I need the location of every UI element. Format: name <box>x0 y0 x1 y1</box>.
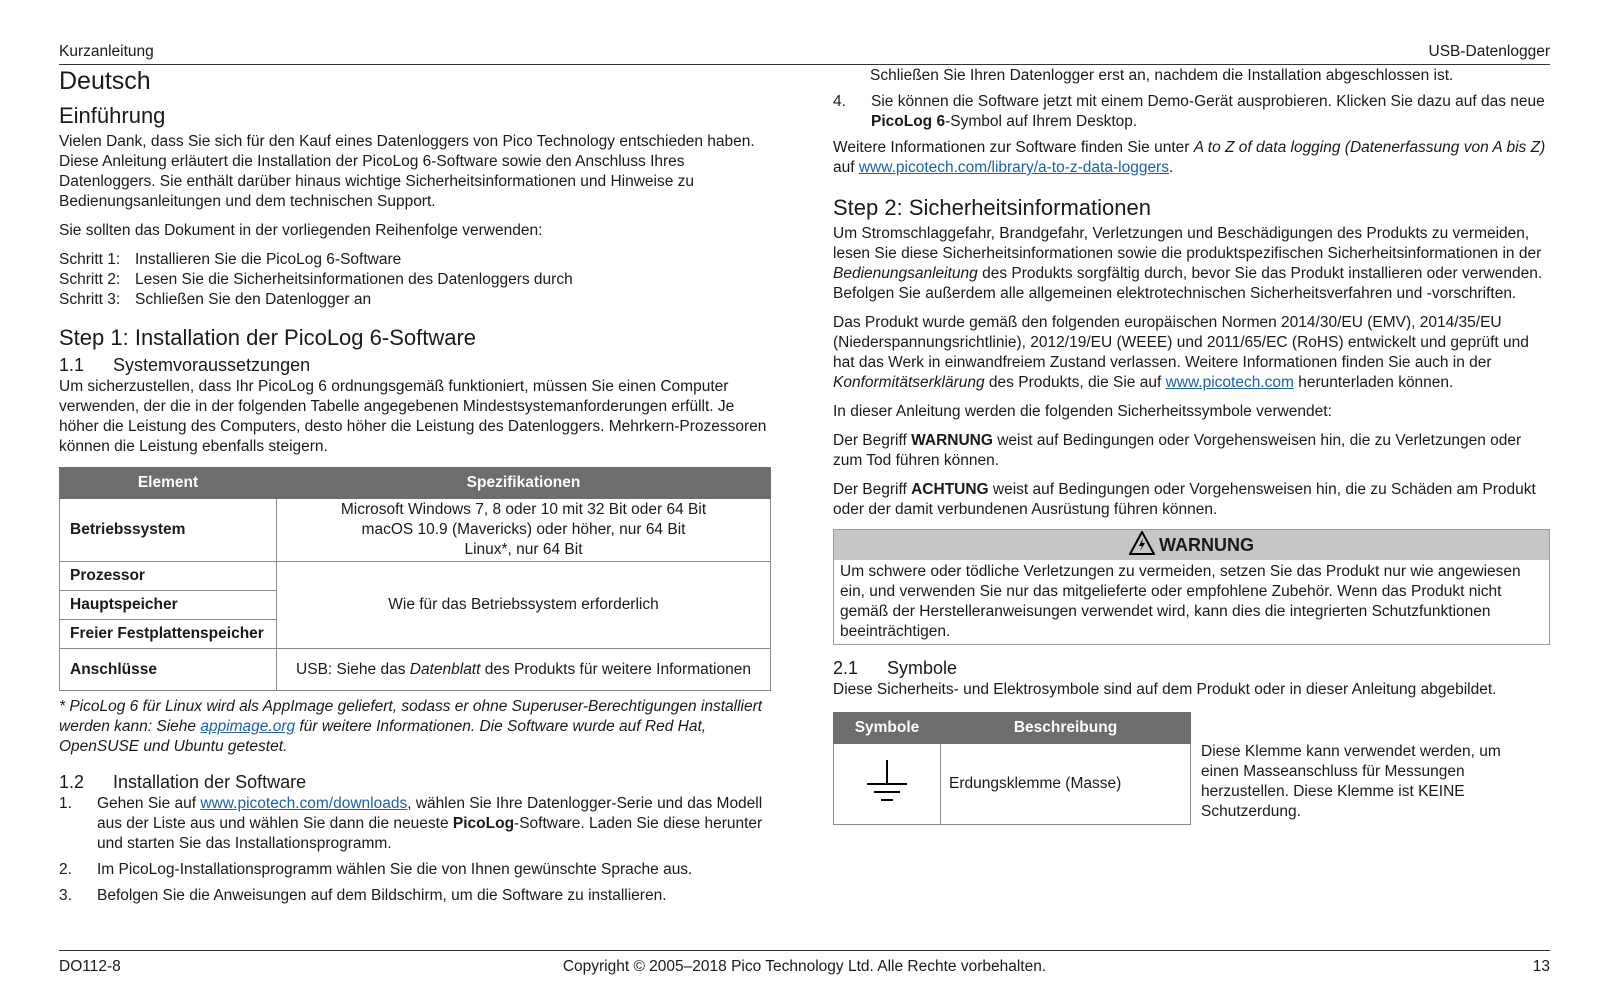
intro-title: Einführung <box>59 103 166 128</box>
text-bold: PicoLog <box>452 815 515 832</box>
symbols-section <box>833 712 1550 825</box>
earth-ground-icon <box>865 791 909 808</box>
linux-note <box>59 697 771 757</box>
table-row <box>60 562 771 591</box>
system-requirements-text: Um sicherzustellen, dass Ihr PicoLog 6 ordnungsgemäß funktioniert, müssen Sie einen Computer verwenden, der die in der folgenden Tabelle angegebenen Mindestsystemanforderungen erfüllt. Je höher die Leistung des Computers, desto höher die Leistung des Datenloggers. Mehrkern-Prozessoren können die Leistung ebenfalls steigern. <box>59 378 767 455</box>
table-row <box>60 499 771 562</box>
text-part: * PicoLog 6 für Linux wird als AppImage geliefert, sodass er ohne Superuser-Berechtigungen installiert werden kann: Siehe <box>59 698 763 735</box>
row-label: Hauptspeicher <box>60 591 277 620</box>
language-title: Deutsch <box>59 67 151 95</box>
warning-box-body: Um schwere oder tödliche Verletzungen zu vermeiden, setzen Sie das Produkt nur wie angewiesen ein, und verwenden Sie nur das mitgelieferte oder empfohlene Zubehör. Wenn das Produkt nicht gemäß der Herstelleranweisungen verwendet wird, kann dies die integrierten Schutzfunktionen beeinträchtigen. <box>840 563 1521 640</box>
row-label: Betriebssystem <box>60 499 277 562</box>
text-bold: PicoLog 6 <box>871 113 946 130</box>
text-italic: Datenblatt <box>409 660 481 678</box>
safety-para-1 <box>833 224 1550 304</box>
section-title: Systemvoraussetzungen <box>113 355 311 375</box>
step-key: Schritt 3: <box>59 291 121 308</box>
section-number: 1.1 <box>59 355 85 375</box>
header-left: Kurzanleitung <box>59 43 154 60</box>
step-key: Schritt 2: <box>59 271 121 288</box>
appimage-link[interactable]: appimage.org <box>200 718 296 735</box>
list-item <box>59 860 771 880</box>
text-part: USB: Siehe das <box>296 660 410 678</box>
section-1-2-title <box>59 771 771 793</box>
text-italic: Konformitätserklärung <box>833 374 985 391</box>
warning-definition <box>833 431 1550 471</box>
install-steps <box>59 794 771 906</box>
section-number: 2.1 <box>833 658 859 678</box>
text-part: für weitere Informationen. Die Software wurde auf Red Hat, OpenSUSE und Ubuntu getestet. <box>59 718 707 755</box>
warning-title: WARNUNG <box>1159 535 1254 555</box>
warning-box <box>833 529 1550 645</box>
text-part: Das Produkt wurde gemäß den folgenden europäischen Normen 2014/30/EU (EMV), 2014/35/EU (Niederspannungsrichtlinie), 2012/19/EU (WEEE) und 2011/65/EC (RoHS) entwickelt und geprüft und hat das Werk in einwandfreiem Zustand verlassen. Weitere Informationen finden Sie auch in der <box>833 314 1529 371</box>
description-header: Beschreibung <box>941 713 1191 744</box>
text-part: des Produkts sorgfältig durch, bevor Sie das Produkt installieren oder verwenden. Befolgen Sie außerdem alle allgemeinen elektrotechnischen Sicherheitsverfahren und -vorschriften. <box>833 265 1543 302</box>
page-number: 13 <box>1532 958 1550 975</box>
item-number: 2. <box>59 861 72 878</box>
text-part: , wählen Sie Ihre Datenlogger-Serie und das Modell aus der Liste aus und wählen Sie dann die neueste <box>97 795 763 832</box>
step-item <box>59 270 771 290</box>
row-value <box>277 649 771 691</box>
page-footer <box>59 950 1550 975</box>
safety-para-3: In dieser Anleitung werden die folgenden Sicherheitssymbole verwendet: <box>833 403 1332 420</box>
table-header-element: Element <box>60 468 277 499</box>
section-2-1-title <box>833 657 1550 679</box>
text-part: Um Stromschlaggefahr, Brandgefahr, Verletzungen und Beschädigungen des Produkts zu vermeiden, lesen Sie diese Sicherheitsinformationen sowie die produktspezifischen Sicherheitsinformationen in der <box>833 225 1542 262</box>
page-header <box>59 42 1550 65</box>
text-italic: Bedienungsanleitung <box>833 265 978 282</box>
list-item <box>833 92 1550 132</box>
table-row <box>60 649 771 691</box>
header-right: USB-Datenlogger <box>1428 43 1550 60</box>
text-part: weist auf Bedingungen oder Vorgehensweisen hin, die zu Schäden am Produkt oder der damit verbundenen Ausrüstung führen können. <box>833 481 1536 518</box>
step1-title: Step 1: Installation der PicoLog 6-Software <box>59 325 477 350</box>
step-value: Schließen Sie den Datenlogger an <box>135 291 372 308</box>
table-row <box>834 744 1191 825</box>
item-text: Befolgen Sie die Anweisungen auf dem Bildschirm, um die Software zu installieren. <box>97 887 667 904</box>
list-item <box>59 886 771 906</box>
text-part: Weitere Informationen zur Software finden Sie unter <box>833 139 1194 156</box>
row-label: Freier Festplattenspeicher <box>60 620 277 649</box>
os-line: macOS 10.9 (Mavericks) oder höher, nur 64 Bit <box>361 521 686 538</box>
text-italic: A to Z of data logging (Datenerfassung von A bis Z) <box>1193 139 1546 156</box>
section-title: Symbole <box>887 658 958 678</box>
more-info-text <box>833 138 1550 178</box>
item-number: 1. <box>59 795 72 812</box>
step2-title: Step 2: Sicherheitsinformationen <box>833 195 1151 220</box>
requirements-table <box>59 467 771 691</box>
text-part: Gehen Sie auf <box>97 795 201 812</box>
symbol-description: Erdungsklemme (Masse) <box>941 744 1191 825</box>
step-key: Schritt 1: <box>59 251 121 268</box>
right-column <box>833 66 1550 825</box>
copyright: Copyright © 2005–2018 Pico Technology Ltd. Alle Rechte vorbehalten. <box>562 958 1047 975</box>
step-value: Installieren Sie die PicoLog 6-Software <box>135 251 402 268</box>
text-part: des Produkts, die Sie auf <box>984 374 1166 391</box>
text-part: auf <box>833 159 859 176</box>
symbols-table <box>833 712 1191 825</box>
row-label: Anschlüsse <box>60 649 277 691</box>
install-steps-cont <box>833 92 1550 132</box>
step-item <box>59 250 771 270</box>
item-number: 4. <box>833 93 846 110</box>
steps-list <box>59 250 771 310</box>
text-part: herunterladen können. <box>1293 374 1454 391</box>
section-number: 1.2 <box>59 772 85 792</box>
step-item <box>59 290 771 310</box>
text-part: Der Begriff <box>833 481 912 498</box>
picotech-link[interactable]: www.picotech.com <box>1165 374 1294 391</box>
row-value: Wie für das Betriebssystem erforderlich <box>277 562 771 649</box>
text-part: -Symbol auf Ihrem Desktop. <box>945 113 1138 130</box>
warning-triangle-icon <box>1129 531 1155 564</box>
text-bold: WARNUNG <box>911 432 993 449</box>
item-number: 3. <box>59 887 72 904</box>
text-part: Sie können die Software jetzt mit einem Demo-Gerät ausprobieren. Klicken Sie dazu auf das neue <box>871 93 1545 110</box>
text-part: Der Begriff <box>833 432 912 449</box>
list-item <box>59 794 771 854</box>
os-line: Linux*, nur 64 Bit <box>464 541 583 558</box>
os-line: Microsoft Windows 7, 8 oder 10 mit 32 Bit oder 64 Bit <box>340 501 707 518</box>
row-value <box>277 499 771 562</box>
text-part: -Software. Laden Sie diese herunter und starten Sie das Installationsprogramm. <box>97 815 763 852</box>
warning-box-header <box>834 530 1549 560</box>
symbols-intro: Diese Sicherheits- und Elektrosymbole sind auf dem Produkt oder in dieser Anleitung abgebildet. <box>833 681 1497 698</box>
row-label: Prozessor <box>60 562 277 591</box>
text-part: . <box>1168 159 1174 176</box>
safety-para-2 <box>833 313 1550 393</box>
downloads-link[interactable]: www.picotech.com/downloads <box>200 795 408 812</box>
item-text: Im PicoLog-Installationsprogramm wählen Sie die von Ihnen gewünschte Sprache aus. <box>97 861 693 878</box>
symbols-header: Symbole <box>834 713 941 744</box>
symbol-cell <box>834 744 941 825</box>
step-value: Lesen Sie die Sicherheitsinformationen des Datenloggers durch <box>135 271 573 288</box>
text-part: weist auf Bedingungen oder Vorgehensweisen hin, die zu Verletzungen oder zum Tod führen können. <box>833 432 1522 469</box>
symbol-note: Diese Klemme kann verwendet werden, um einen Masseanschluss für Messungen herzustellen. Diese Klemme ist KEINE Schutzerdung. <box>1201 743 1501 820</box>
table-header-spec: Spezifikationen <box>277 468 771 499</box>
caution-definition <box>833 480 1550 520</box>
section-title: Installation der Software <box>113 772 307 792</box>
text-part: des Produkts für weitere Informationen <box>480 660 751 678</box>
intro-text: Vielen Dank, dass Sie sich für den Kauf eines Datenloggers von Pico Technology entschieden haben. Diese Anleitung erläutert die Installation der PicoLog 6-Software sowie den Anschluss Ihres Datenloggers. Sie enthält darüber hinaus wichtige Sicherheitsinformationen und Hinweise zu Bedienungsanleitungen und dem technischen Support. <box>59 133 755 210</box>
text-bold: ACHTUNG <box>911 481 989 498</box>
list-item-continuation: Schließen Sie Ihren Datenlogger erst an, nachdem die Installation abgeschlossen ist. <box>870 67 1454 84</box>
a-to-z-link[interactable]: www.picotech.com/library/a-to-z-data-loggers <box>858 159 1169 176</box>
left-column <box>59 66 771 912</box>
order-text: Sie sollten das Dokument in der vorliegenden Reihenfolge verwenden: <box>59 222 543 239</box>
section-1-1-title <box>59 354 771 376</box>
doc-id: DO112-8 <box>59 958 121 975</box>
